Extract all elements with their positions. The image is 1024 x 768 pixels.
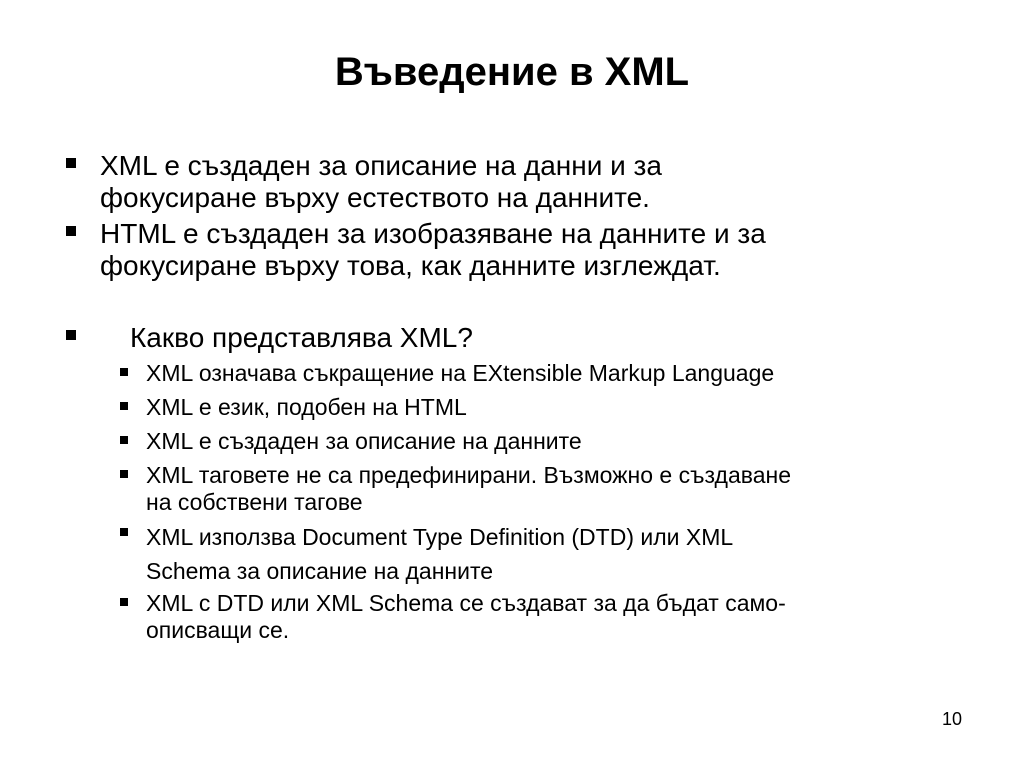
square-bullet-icon <box>120 598 128 606</box>
sub-bullet-item <box>100 590 960 644</box>
bullet-item <box>60 150 960 214</box>
bullet-item <box>60 218 960 282</box>
square-bullet-icon <box>66 226 76 236</box>
square-bullet-icon <box>120 470 128 478</box>
bullet-text-line: HTML е създаден за изобразяване на данните и за <box>100 218 766 249</box>
square-bullet-icon <box>66 158 76 168</box>
square-bullet-icon <box>120 402 128 410</box>
bullet-text-line: фокусиране върху естеството на данните. <box>100 182 650 213</box>
bullet-list <box>60 150 960 651</box>
sub-bullet-text-line: XML е създаден за описание на данните <box>146 428 582 454</box>
sub-bullet-text-line: XML таговете не са предефинирани. Възможно е създаване <box>146 462 791 488</box>
bullet-text-line: XML е създаден за описание на данни и за <box>100 150 662 181</box>
sub-bullet-text-line: XML е език, подобен на HTML <box>146 394 467 420</box>
bullet-text-line: фокусиране върху това, как данните изглеждат. <box>100 250 721 281</box>
bullet-text-line: Какво представлява XML? <box>130 322 473 353</box>
sub-bullet-item <box>100 360 960 387</box>
sub-bullet-list <box>100 360 960 644</box>
sub-bullet-item <box>100 428 960 455</box>
square-bullet-icon <box>120 368 128 376</box>
square-bullet-icon <box>66 330 76 340</box>
sub-bullet-text-line: описващи се. <box>146 617 290 643</box>
page-number: 10 <box>941 709 962 729</box>
sub-bullet-text-line: XML означава съкращение на EXtensible Markup Language <box>146 360 775 386</box>
sub-bullet-text-line: XML с DTD или XML Schema се създават за да бъдат само- <box>146 590 786 616</box>
slide-title: Въведение в XML <box>334 50 690 94</box>
sub-bullet-item <box>100 394 960 421</box>
sub-bullet-text-line: XML използва Document Type Definition (DTD) или XML <box>146 524 734 550</box>
sub-bullet-text-line: Schema за описание на данните <box>146 558 494 584</box>
square-bullet-icon <box>120 528 128 536</box>
sub-bullet-item <box>100 520 960 588</box>
sub-bullet-text-line: на собствени тагове <box>146 489 363 515</box>
sub-bullet-item <box>100 462 960 516</box>
square-bullet-icon <box>120 436 128 444</box>
bullet-item <box>60 322 960 644</box>
